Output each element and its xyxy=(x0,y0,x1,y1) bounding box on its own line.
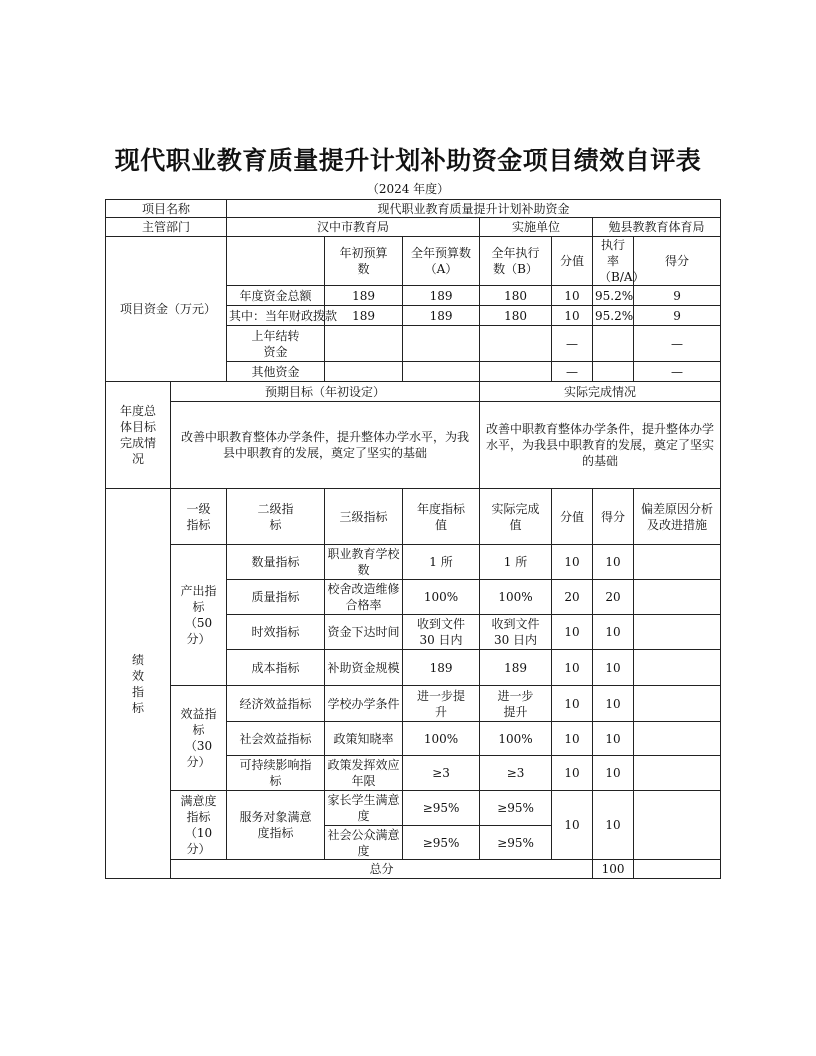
perf-value: 10 xyxy=(552,545,593,580)
funds-exec: 180 xyxy=(480,306,552,326)
perf-score: 10 xyxy=(593,686,634,722)
perf-score: 10 xyxy=(593,722,634,756)
funds-exec xyxy=(480,326,552,362)
perf-target: 100% xyxy=(403,722,480,756)
perf-value: 20 xyxy=(552,580,593,615)
perf-header: 二级指标 xyxy=(227,489,325,545)
perf-target: 189 xyxy=(403,650,480,686)
perf-l3: 职业教育学校数 xyxy=(325,545,403,580)
funds-header: 得分 xyxy=(634,237,721,286)
perf-actual: 收到文件30 日内 xyxy=(480,615,552,650)
perf-l2: 经济效益指标 xyxy=(227,686,325,722)
perf-deviation xyxy=(634,791,721,860)
total-value: 100 xyxy=(593,860,634,879)
funds-header: 执行率（B/A） xyxy=(593,237,634,286)
funds-score: 9 xyxy=(634,286,721,306)
perf-deviation xyxy=(634,686,721,722)
funds-rate xyxy=(593,326,634,362)
funds-score-value: 10 xyxy=(552,306,593,326)
perf-value: 10 xyxy=(552,686,593,722)
funds-header-row xyxy=(106,237,721,286)
perf-l3: 家长学生满意度 xyxy=(325,791,403,826)
perf-l3: 校舍改造维修合格率 xyxy=(325,580,403,615)
perf-target: ≥95% xyxy=(403,791,480,826)
perf-score: 20 xyxy=(593,580,634,615)
evaluation-table xyxy=(105,199,721,879)
perf-score: 10 xyxy=(593,545,634,580)
funds-budget xyxy=(403,326,480,362)
funds-budget: 189 xyxy=(403,286,480,306)
perf-target: 1 所 xyxy=(403,545,480,580)
total-empty xyxy=(634,860,721,879)
total-label: 总分 xyxy=(171,860,593,879)
perf-target: 收到文件30 日内 xyxy=(403,615,480,650)
perf-actual: ≥95% xyxy=(480,826,552,860)
perf-l2: 数量指标 xyxy=(227,545,325,580)
perf-target: ≥3 xyxy=(403,756,480,791)
goals-actual: 改善中职教育整体办学条件，提升整体办学水平，为我县中职教育的发展，奠定了坚实的基础 xyxy=(480,402,721,489)
perf-l2: 社会效益指标 xyxy=(227,722,325,756)
perf-l3: 学校办学条件 xyxy=(325,686,403,722)
project-label: 项目名称 xyxy=(106,200,227,218)
perf-score: 10 xyxy=(593,791,634,860)
funds-row-name: 其中：当年财政拨款 xyxy=(227,306,325,326)
goals-actual-label: 实际完成情况 xyxy=(480,382,721,402)
perf-header: 实际完成值 xyxy=(480,489,552,545)
funds-rate xyxy=(593,362,634,382)
project-row xyxy=(106,200,721,218)
perf-header: 得分 xyxy=(593,489,634,545)
perf-actual: 100% xyxy=(480,580,552,615)
perf-row xyxy=(106,791,721,826)
perf-deviation xyxy=(634,722,721,756)
perf-row xyxy=(106,686,721,722)
perf-actual: 进一步提升 xyxy=(480,686,552,722)
funds-init: 189 xyxy=(325,306,403,326)
impl-label: 实施单位 xyxy=(480,218,593,237)
perf-l3: 资金下达时间 xyxy=(325,615,403,650)
perf-deviation xyxy=(634,545,721,580)
funds-score-value: — xyxy=(552,326,593,362)
perf-target: 进一步提升 xyxy=(403,686,480,722)
perf-header-row xyxy=(106,489,721,545)
perf-l3: 补助资金规模 xyxy=(325,650,403,686)
benefit-label: 效益指标（30分） xyxy=(171,686,227,791)
perf-header: 年度指标值 xyxy=(403,489,480,545)
perf-target: 100% xyxy=(403,580,480,615)
funds-budget xyxy=(403,362,480,382)
perf-header: 三级指标 xyxy=(325,489,403,545)
perf-score: 10 xyxy=(593,756,634,791)
perf-l3: 政策知晓率 xyxy=(325,722,403,756)
funds-label: 项目资金（万元） xyxy=(106,237,227,382)
perf-actual: ≥3 xyxy=(480,756,552,791)
perf-l2: 可持续影响指标 xyxy=(227,756,325,791)
funds-budget: 189 xyxy=(403,306,480,326)
perf-target: ≥95% xyxy=(403,826,480,860)
goals-expected: 改善中职教育整体办学条件，提升整体办学水平，为我县中职教育的发展，奠定了坚实的基础 xyxy=(171,402,480,489)
perf-deviation xyxy=(634,615,721,650)
dept-row xyxy=(106,218,721,237)
perf-l3: 社会公众满意度 xyxy=(325,826,403,860)
goals-expected-label: 预期目标（年初设定） xyxy=(171,382,480,402)
project-value: 现代职业教育质量提升计划补助资金 xyxy=(227,200,721,218)
funds-init: 189 xyxy=(325,286,403,306)
funds-row-name: 年度资金总额 xyxy=(227,286,325,306)
perf-header: 一级指标 xyxy=(171,489,227,545)
funds-score-value: 10 xyxy=(552,286,593,306)
perf-actual: ≥95% xyxy=(480,791,552,826)
funds-header: 年初预算数 xyxy=(325,237,403,286)
year-label: （2024 年度） xyxy=(366,182,450,196)
total-row xyxy=(106,860,721,879)
perf-l2: 时效指标 xyxy=(227,615,325,650)
goals-label: 年度总体目标完成情况 xyxy=(106,382,171,489)
funds-header: 全年预算数（A） xyxy=(403,237,480,286)
dept-value: 汉中市教育局 xyxy=(227,218,480,237)
goals-header-row xyxy=(106,382,721,402)
goals-row xyxy=(106,402,721,489)
perf-value: 10 xyxy=(552,791,593,860)
funds-rate: 95.2% xyxy=(593,286,634,306)
perf-l3: 政策发挥效应年限 xyxy=(325,756,403,791)
perf-value: 10 xyxy=(552,650,593,686)
perf-deviation xyxy=(634,756,721,791)
funds-score-value: — xyxy=(552,362,593,382)
funds-init xyxy=(325,326,403,362)
funds-score: 9 xyxy=(634,306,721,326)
perf-header: 分值 xyxy=(552,489,593,545)
page-title: 现代职业教育质量提升计划补助资金项目绩效自评表 xyxy=(114,146,702,175)
perf-row xyxy=(106,545,721,580)
funds-row-name: 上年结转资金 xyxy=(227,326,325,362)
impl-value: 勉县教教育体育局 xyxy=(593,218,721,237)
funds-exec xyxy=(480,362,552,382)
funds-rate: 95.2% xyxy=(593,306,634,326)
perf-header: 偏差原因分析及改进措施 xyxy=(634,489,721,545)
perf-deviation xyxy=(634,580,721,615)
funds-header: 分值 xyxy=(552,237,593,286)
funds-header: 全年执行数（B） xyxy=(480,237,552,286)
perf-value: 10 xyxy=(552,722,593,756)
perf-l2: 质量指标 xyxy=(227,580,325,615)
satisfaction-l2: 服务对象满意度指标 xyxy=(227,791,325,860)
funds-exec: 180 xyxy=(480,286,552,306)
dept-label: 主管部门 xyxy=(106,218,227,237)
perf-score: 10 xyxy=(593,650,634,686)
funds-row-name: 其他资金 xyxy=(227,362,325,382)
perf-value: 10 xyxy=(552,615,593,650)
satisfaction-label: 满意度指标（10分） xyxy=(171,791,227,860)
perf-actual: 100% xyxy=(480,722,552,756)
perf-deviation xyxy=(634,650,721,686)
funds-score: — xyxy=(634,362,721,382)
output-label: 产出指标（50分） xyxy=(171,545,227,686)
perf-actual: 189 xyxy=(480,650,552,686)
perf-actual: 1 所 xyxy=(480,545,552,580)
perf-label: 绩效指标 xyxy=(106,489,171,879)
funds-init xyxy=(325,362,403,382)
funds-blank-header xyxy=(227,237,325,286)
perf-l2: 成本指标 xyxy=(227,650,325,686)
perf-score: 10 xyxy=(593,615,634,650)
funds-score: — xyxy=(634,326,721,362)
perf-value: 10 xyxy=(552,756,593,791)
